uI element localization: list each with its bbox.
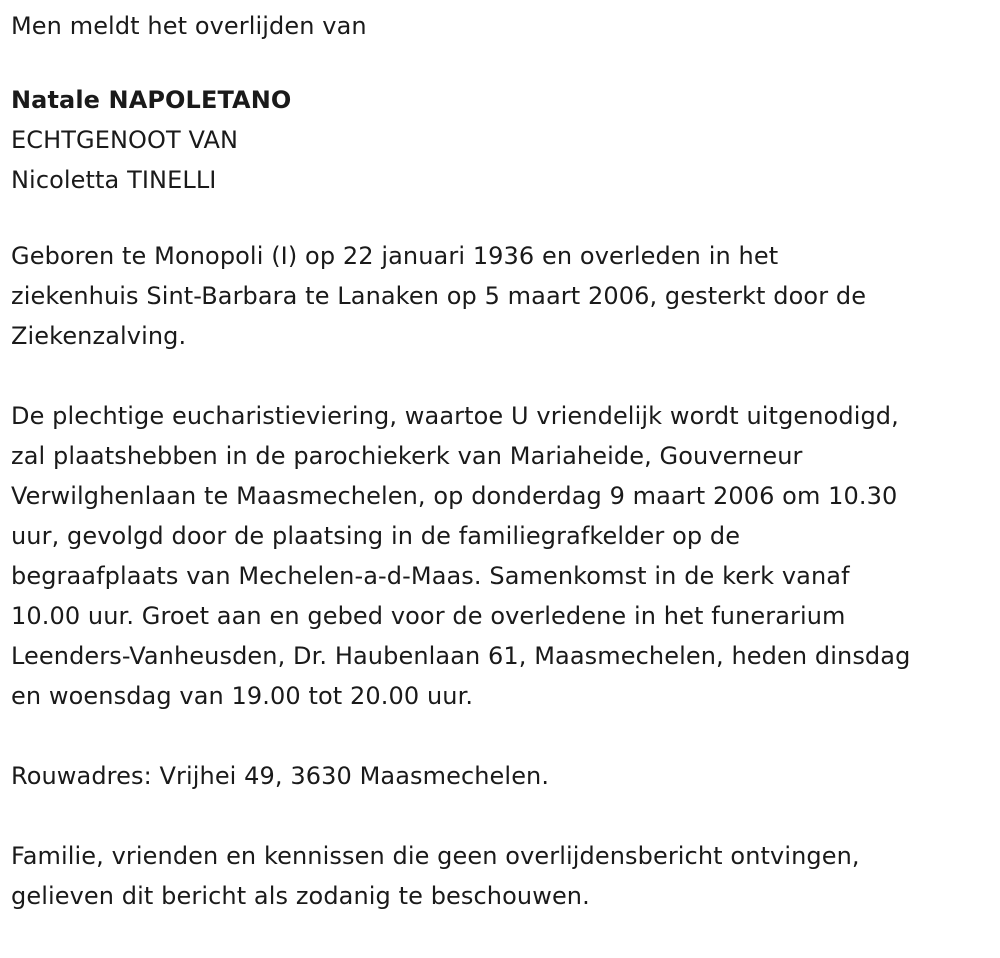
paragraph-line: Familie, vrienden en kennissen die geen overlijdensbericht ontvingen, — [11, 842, 860, 870]
relation-text: ECHTGENOOT VAN — [11, 126, 239, 154]
paragraph-line: Leenders-Vanheusden, Dr. Haubenlaan 61, Maasmechelen, heden dinsdag — [11, 642, 911, 670]
birth-death-paragraph — [11, 236, 996, 356]
closing-paragraph — [11, 836, 996, 916]
paragraph-line: De plechtige eucharistieviering, waartoe U vriendelijk wordt uitgenodigd, — [11, 402, 899, 430]
paragraph-line: begraafplaats van Mechelen-a-d-Maas. Samenkomst in de kerk vanaf — [11, 562, 850, 590]
paragraph-line: Ziekenzalving. — [11, 322, 187, 350]
ceremony-paragraph — [11, 396, 996, 716]
paragraph-line: ziekenhuis Sint-Barbara te Lanaken op 5 maart 2006, gesterkt door de — [11, 282, 867, 310]
paragraph-line: Geboren te Monopoli (I) op 22 januari 1936 en overleden in het — [11, 242, 779, 270]
paragraph-line: 10.00 uur. Groet aan en gebed voor de overledene in het funerarium — [11, 602, 846, 630]
obituary-notice — [11, 0, 996, 916]
paragraph-line: uur, gevolgd door de plaatsing in de familiegrafkelder op de — [11, 522, 741, 550]
intro-text: Men meldt het overlijden van — [11, 12, 367, 40]
mourning-address: Rouwadres: Vrijhei 49, 3630 Maasmechelen. — [11, 762, 550, 790]
paragraph-line: Verwilghenlaan te Maasmechelen, op donderdag 9 maart 2006 om 10.30 — [11, 482, 898, 510]
paragraph-line: en woensdag van 19.00 tot 20.00 uur. — [11, 682, 474, 710]
deceased-name: Natale NAPOLETANO — [11, 86, 292, 114]
address-paragraph — [11, 756, 996, 796]
spouse-name: Nicoletta TINELLI — [11, 166, 217, 194]
paragraph-line: zal plaatshebben in de parochiekerk van Mariaheide, Gouverneur — [11, 442, 803, 470]
paragraph-line: gelieven dit bericht als zodanig te beschouwen. — [11, 882, 590, 910]
